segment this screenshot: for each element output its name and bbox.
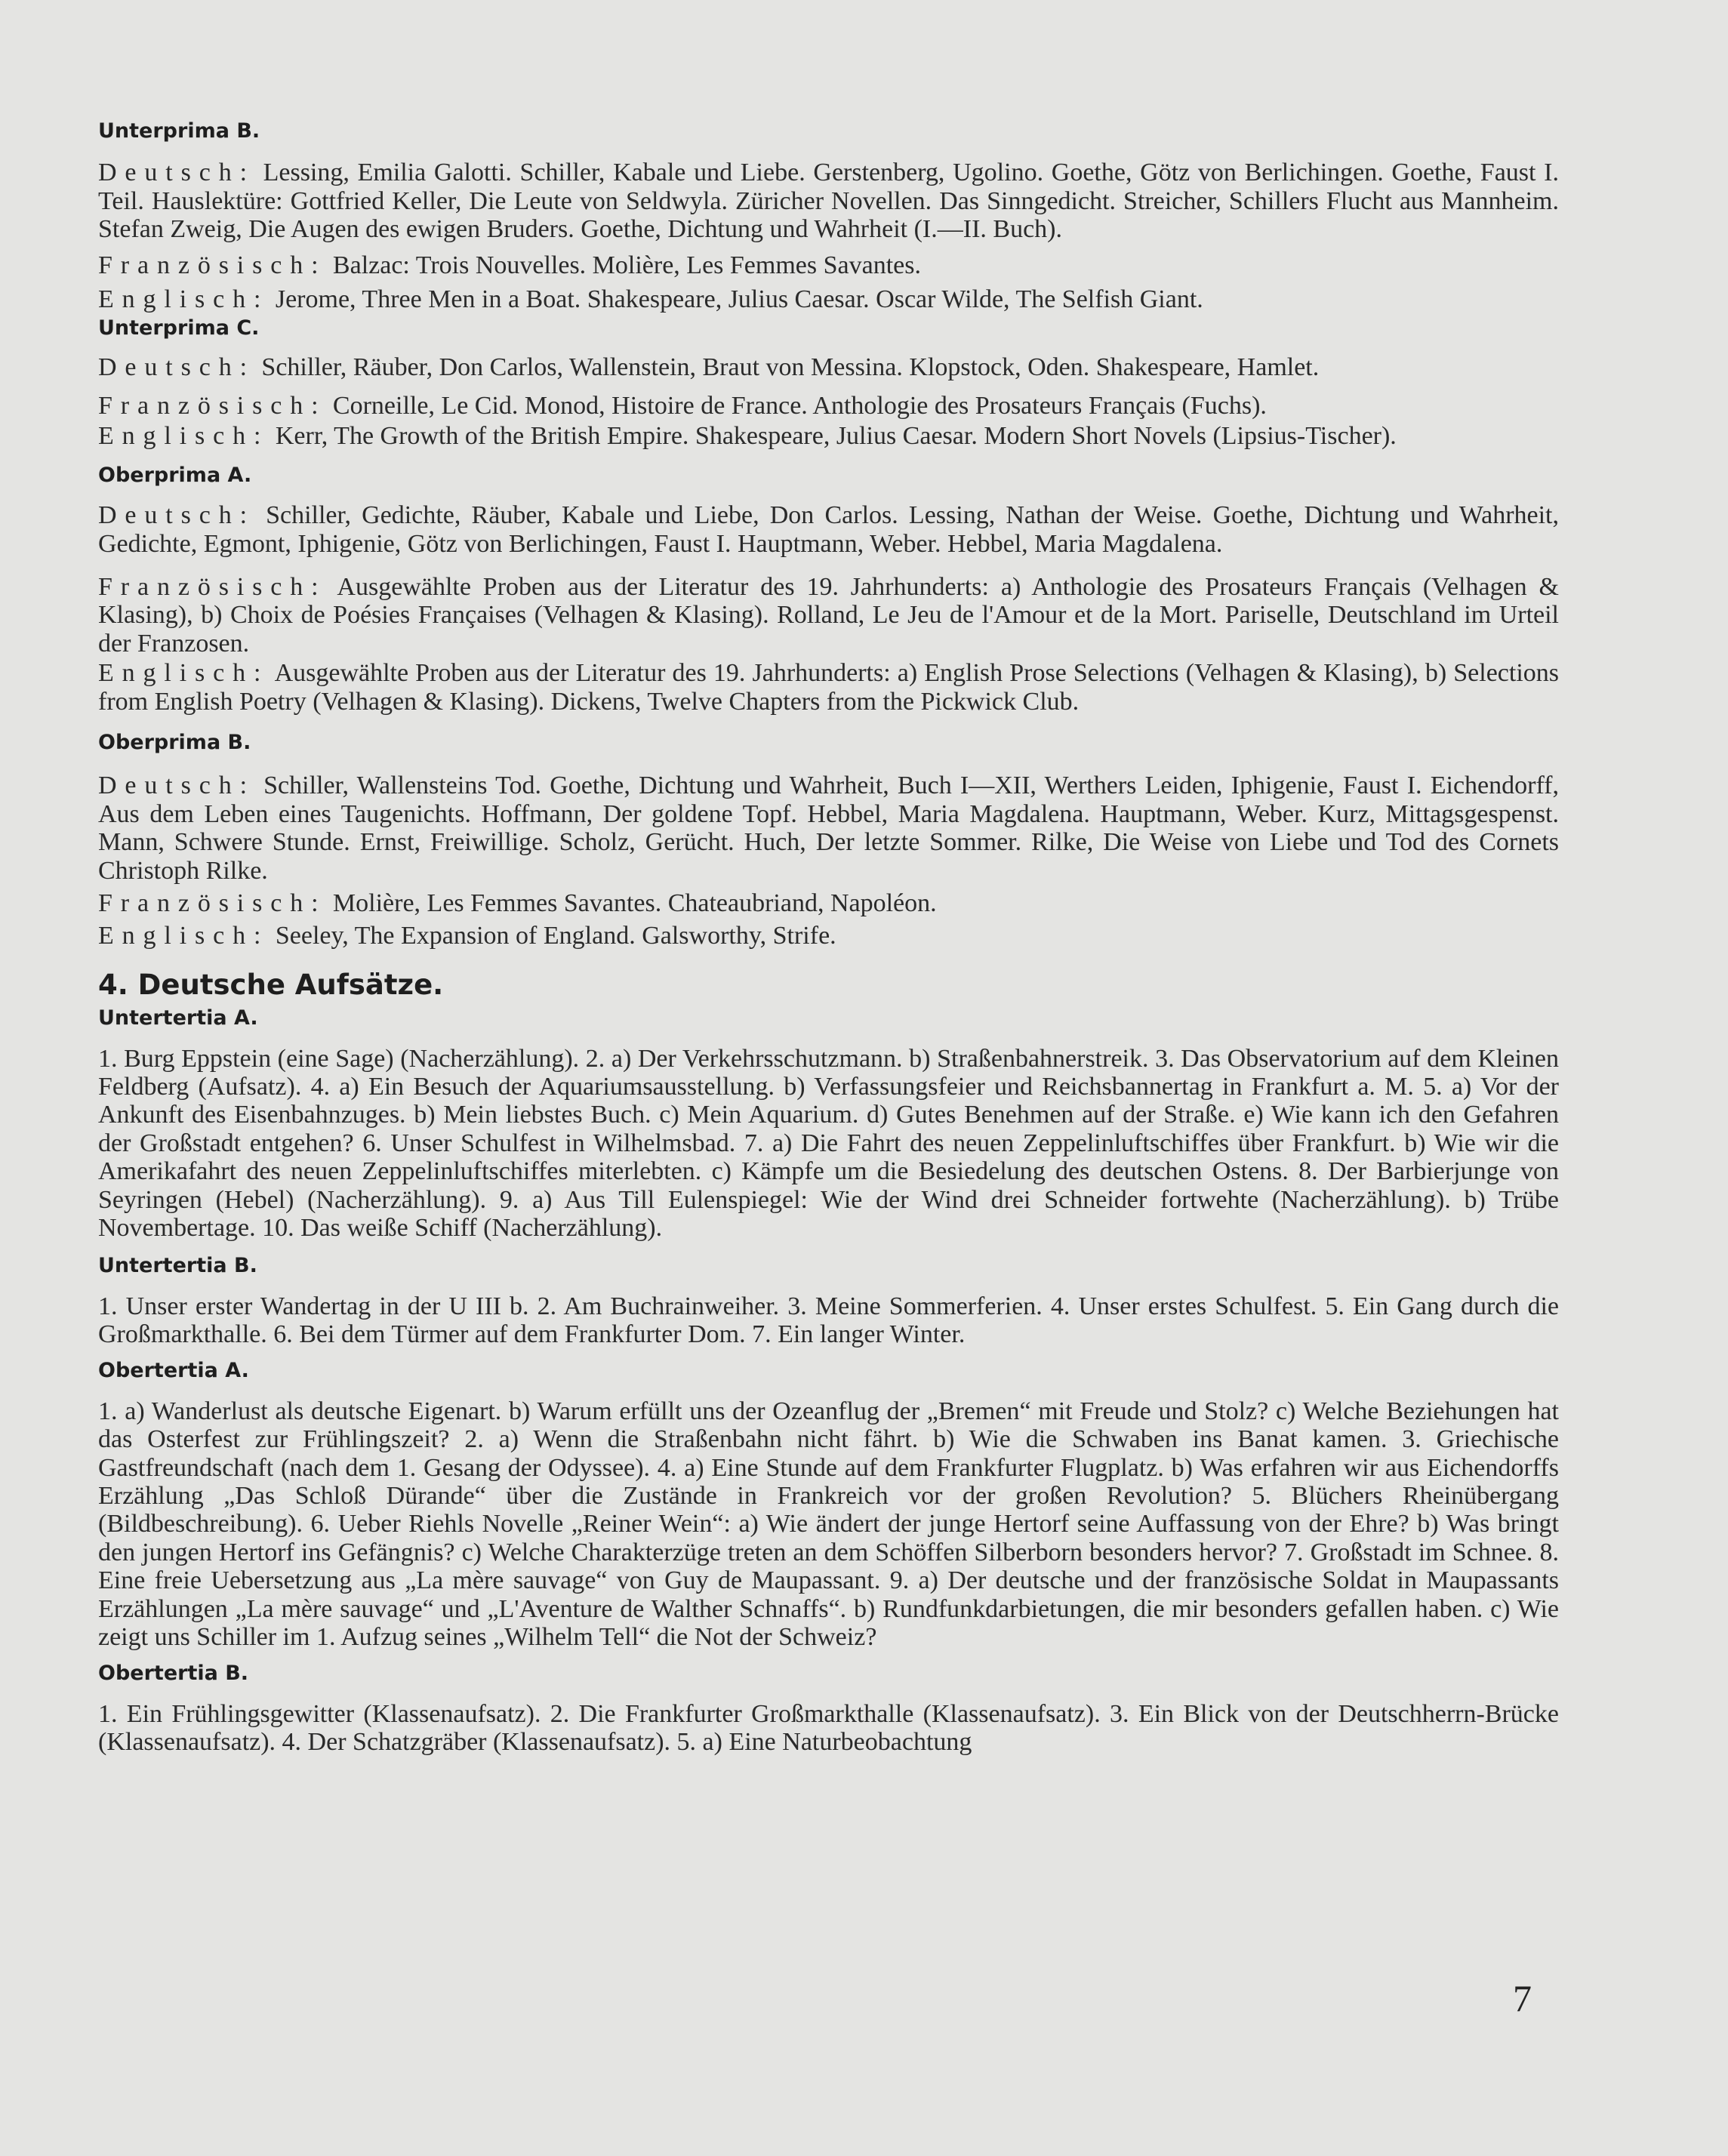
entry-text: Lessing, Emilia Galotti. Schiller, Kabale und Liebe. Gerstenberg, Ugolino. Goethe, Götz von Berlichingen. Goethe, Faust I. Teil. Hauslektüre: Gottfried Keller, Die Leute von Seldwyla. Züricher Novellen. Das Sinngedicht. Streicher, Schillers Flucht aus Mannheim. Stefan Zweig, Die Augen des ewigen Bruders. Goethe, Dichtung und Wahrheit (I.—II. Buch). [98, 159, 1560, 244]
section-unterprima-c [98, 316, 1559, 450]
entry-deutsch [98, 772, 1559, 885]
language-label: Deutsch: [98, 159, 255, 187]
entry-franzoesisch [98, 889, 1559, 917]
class-heading: Obertertia A. [98, 1359, 249, 1383]
entry-text: Schiller, Gedichte, Räuber, Kabale und Liebe, Don Carlos. Lessing, Nathan der Weise. Goethe, Dichtung und Wahrheit, Gedichte, Egmont, Iphigenie, Götz von Berlichingen, Faust I. Hauptmann, Weber. Hebbel, Maria Magdalena. [98, 501, 1559, 558]
language-label: Deutsch: [98, 353, 255, 381]
language-label: Englisch: [98, 285, 270, 313]
document-page [98, 113, 1559, 1757]
class-heading: Obertertia B. [98, 1662, 249, 1686]
section-oberprima-b [98, 731, 1559, 950]
entry-text: Balzac: Trois Nouvelles. Molière, Les Femmes Savantes. [332, 251, 921, 279]
entry-englisch [98, 922, 1559, 950]
section-unterprima-b [98, 119, 1559, 313]
entry-englisch [98, 659, 1559, 716]
entry-text: Ausgewählte Proben aus der Literatur des 19. Jahrhunderts: a) Anthologie des Prosateurs Français (Velhagen & Klasing), b) Choix de Poésies Françaises (Velhagen & Klasing). Rolland, Le Jeu de l'Amour et de la Mort. Pariselle, Deutschland im Urteil der Franzosen. [98, 573, 1559, 658]
language-label: Französisch: [98, 573, 327, 602]
essay-list: 1. a) Wanderlust als deutsche Eigenart. b) Warum erfüllt uns der Ozeanflug der „Bremen“ mit Freude und Stolz? c) Welche Beziehungen hat das Osterfest zur Frühlingszeit? 2. a) Wenn die Straßenbahn nicht fährt. b) Wie die Schwaben ins Banat kamen. 3. Griechische Gastfreundschaft (nach dem 1. Gesang der Odyssee). 4. a) Eine Stunde auf dem Frankfurter Flugplatz. b) Was erfahren wir aus Eichendorffs Erzählung „Das Schloß Dürande“ über die Zustände in Frankreich vor der großen Revolution? 5. Blüchers Rheinübergang (Bildbeschreibung). 6. Ueber Riehls Novelle „Reiner Wein“: a) Wie ändert der junge Hertorf seine Auffassung von der Ehre? b) Was bringt den jungen Hertorf ins Gefängnis? c) Welche Charakterzüge treten an dem Schöffen Silberborn besonders hervor? 7. Großstadt im Schnee. 8. Eine freie Uebersetzung aus „La mère sauvage“ von Guy de Maupassant. 9. a) Der deutsche und der französische Soldat in Maupassants Erzählungen „La mère sauvage“ und „L'Aventure de Walther Schnaffs“. b) Rundfunkdarbietungen, die mir besonders gefallen haben. c) Wie zeigt uns Schiller im 1. Aufzug seines „Wilhelm Tell“ die Not der Schweiz? [98, 1397, 1559, 1651]
class-heading: Untertertia B. [98, 1254, 257, 1278]
section-heading: Oberprima A. [98, 463, 252, 487]
entry-englisch [98, 422, 1559, 450]
entry-text: Jerome, Three Men in a Boat. Shakespeare, Julius Caesar. Oscar Wilde, The Selfish Giant. [275, 285, 1203, 313]
language-label: Französisch: [98, 392, 327, 420]
language-label: Französisch: [98, 251, 327, 279]
essay-list: 1. Unser erster Wandertag in der U III b. 2. Am Buchrainweiher. 3. Meine Sommerferien. 4. Unser erstes Schulfest. 5. Ein Gang durch die Großmarkthalle. 6. Bei dem Türmer auf dem Frankfurter Dom. 7. Ein langer Winter. [98, 1292, 1559, 1349]
entry-franzoesisch [98, 251, 1559, 279]
language-label: Englisch: [98, 421, 270, 450]
entry-text: Seeley, The Expansion of England. Galsworthy, Strife. [275, 922, 836, 950]
class-heading: Untertertia A. [98, 1006, 258, 1030]
page-number: 7 [1513, 1977, 1532, 2019]
section-title: 4. Deutsche Aufsätze. [98, 968, 444, 1001]
language-label: Englisch: [98, 922, 270, 950]
entry-deutsch [98, 501, 1559, 558]
section-heading: Unterprima B. [98, 119, 260, 143]
entry-text: Schiller, Räuber, Don Carlos, Wallenstein, Braut von Messina. Klopstock, Oden. Shakespeare, Hamlet. [261, 353, 1320, 381]
entry-text: Schiller, Wallensteins Tod. Goethe, Dichtung und Wahrheit, Buch I—XII, Werthers Leiden, Iphigenie, Faust I. Eichendorff, Aus dem Leben eines Taugenichts. Hoffmann, Der goldene Topf. Hebbel, Maria Magdalena. Hauptmann, Weber. Kurz, Mittagsgespenst. Mann, Schwere Stunde. Ernst, Freiwillige. Scholz, Gerücht. Huch, Der letzte Sommer. Rilke, Die Weise von Liebe und Tod des Cornets Christoph Rilke. [98, 772, 1560, 885]
language-label: Englisch: [98, 659, 270, 688]
section-deutsche-aufsaetze [98, 969, 1559, 1757]
entry-deutsch [98, 159, 1559, 243]
entry-deutsch [98, 353, 1559, 381]
essay-list: 1. Burg Eppstein (eine Sage) (Nacherzählung). 2. a) Der Verkehrsschutzmann. b) Straßenbahnerstreik. 3. Das Observatorium auf dem Kleinen Feldberg (Aufsatz). 4. a) Ein Besuch der Aquariumsausstellung. b) Verfassungsfeier und Reichsbannertag in Frankfurt a. M. 5. a) Vor der Ankunft des Eisenbahnzuges. b) Mein liebstes Buch. c) Mein Aquarium. d) Gutes Benehmen auf der Straße. e) Wie kann ich den Gefahren der Großstadt entgehen? 6. Unser Schulfest in Wilhelmsbad. 7. a) Die Fahrt des neuen Zeppelinluftschiffes über Frankfurt. b) Wie wir die Amerikafahrt des neuen Zeppelinluftschiffes miterlebten. c) Kämpfe um die Besiedelung des deutschen Ostens. 8. Der Barbierjunge von Seyringen (Hebel) (Nacherzählung). 9. a) Aus Till Eulenspiegel: Wie der Wind drei Schneider fortwehte (Nacherzählung). b) Trübe Novembertage. 10. Das weiße Schiff (Nacherzählung). [98, 1044, 1559, 1242]
entry-franzoesisch [98, 573, 1559, 658]
section-heading: Oberprima B. [98, 731, 251, 755]
essay-list: 1. Ein Frühlingsgewitter (Klassenaufsatz). 2. Die Frankfurter Großmarkthalle (Klassenaufsatz). 3. Ein Blick von der Deutschherrn-Brücke (Klassenaufsatz). 4. Der Schatzgräber (Klassenaufsatz). 5. a) Eine Naturbeobachtung [98, 1699, 1559, 1757]
section-heading: Unterprima C. [98, 316, 260, 340]
entry-text: Kerr, The Growth of the British Empire. Shakespeare, Julius Caesar. Modern Short Novels (Lipsius-Tischer). [275, 421, 1397, 450]
entry-text: Ausgewählte Proben aus der Literatur des 19. Jahrhunderts: a) English Prose Selections (Velhagen & Klasing), b) Selections from English Poetry (Velhagen & Klasing). Dickens, Twelve Chapters from the Pickwick Club. [98, 659, 1559, 716]
entry-text: Corneille, Le Cid. Monod, Histoire de France. Anthologie des Prosateurs Français (Fuchs). [332, 392, 1267, 420]
language-label: Deutsch: [98, 501, 255, 530]
entry-franzoesisch [98, 392, 1559, 420]
language-label: Französisch: [98, 889, 327, 917]
entry-text: Molière, Les Femmes Savantes. Chateaubriand, Napoléon. [332, 889, 937, 917]
section-oberprima-a [98, 464, 1559, 716]
language-label: Deutsch: [98, 772, 255, 800]
entry-englisch [98, 285, 1559, 313]
